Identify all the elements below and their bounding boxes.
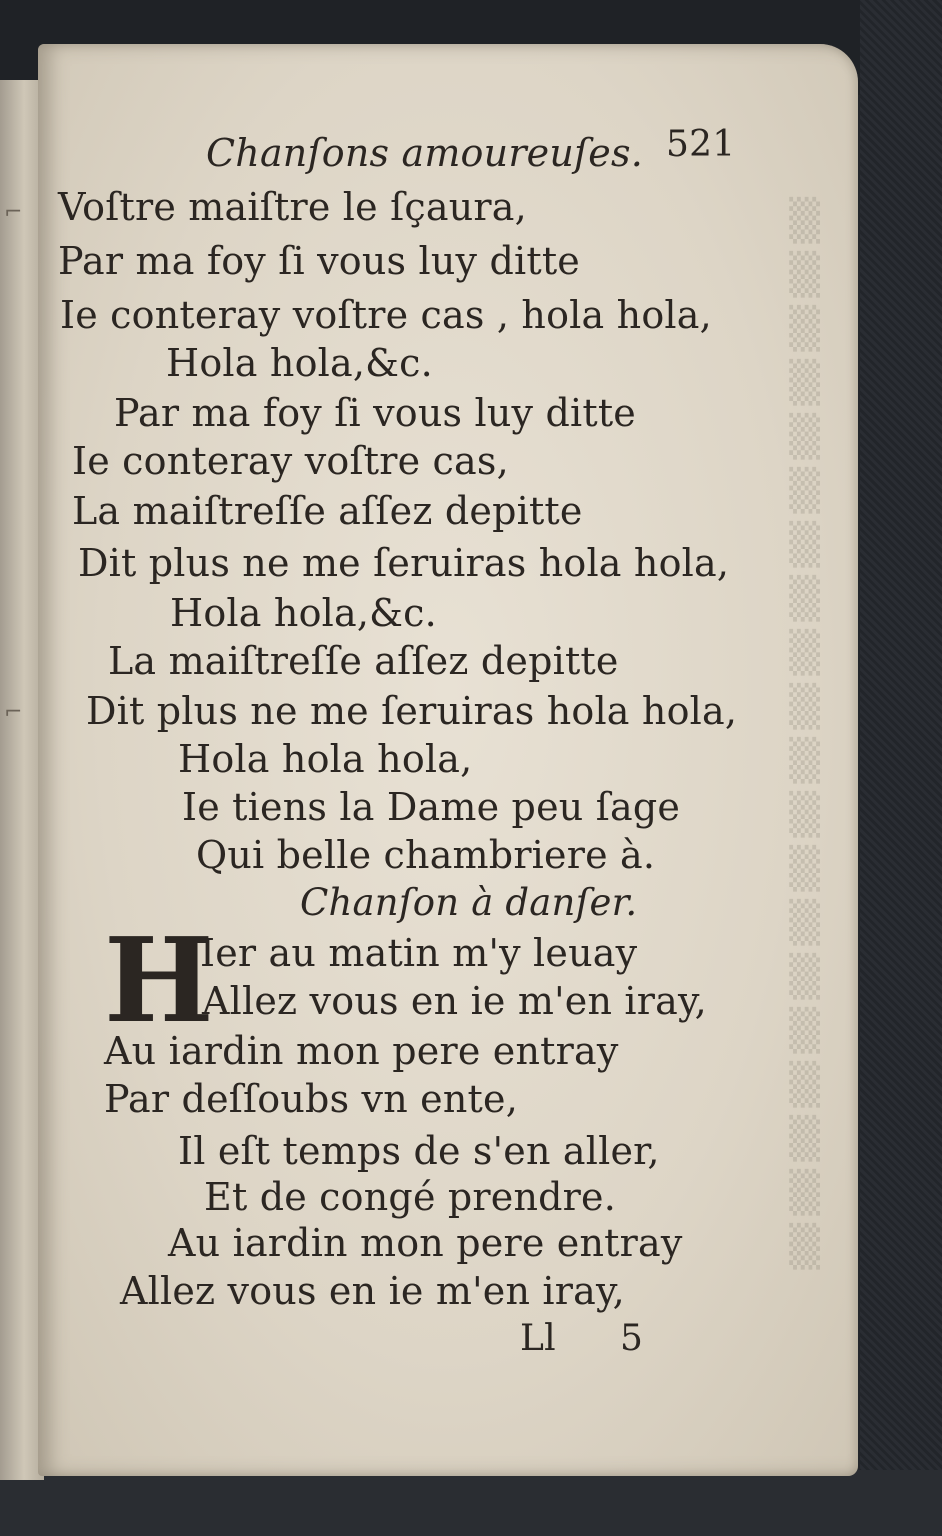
verse-line: Voſtre maiſtre le ſçaura, bbox=[58, 185, 527, 229]
verse-line: Par ma foy ſi vous luy ditte bbox=[58, 239, 580, 283]
verse-line: Qui belle chambriere à. bbox=[196, 833, 656, 877]
section-title: Chanſon à danſer. bbox=[300, 881, 638, 924]
verse-line: Ier au matin m'y leuay bbox=[200, 931, 638, 975]
verse-line: Ie tiens la Dame peu ſage bbox=[182, 785, 681, 829]
verse-line: La maiſtreſſe aſſez depitte bbox=[108, 639, 619, 683]
book-page bbox=[38, 44, 858, 1476]
verse-line: La maiſtreſſe aſſez depitte bbox=[72, 489, 583, 533]
left-page-fragment: ⌐ bbox=[4, 700, 23, 725]
verse-line: Par ma foy ſi vous luy ditte bbox=[114, 391, 636, 435]
verse-line: Par deſſoubs vn ente, bbox=[104, 1077, 518, 1121]
verse-line: Hola hola,&c. bbox=[170, 591, 437, 635]
background-bottom bbox=[0, 1470, 942, 1536]
verse-line: Et de congé prendre. bbox=[204, 1175, 617, 1219]
verse-line: Ie conteray voſtre cas, bbox=[72, 439, 509, 483]
verse-line: Hola hola,&c. bbox=[166, 341, 433, 385]
left-page-fragment: ⌐ bbox=[4, 200, 23, 225]
drop-cap: H bbox=[104, 913, 214, 1049]
verse-line: Au iardin mon pere entray bbox=[104, 1029, 619, 1073]
verse-line: Ie conteray voſtre cas , hola hola, bbox=[60, 293, 712, 337]
verse-line: Allez vous en ie m'en iray, bbox=[202, 979, 707, 1023]
verse-line: Allez vous en ie m'en iray, bbox=[120, 1269, 625, 1313]
running-head: Chanſons amoureuſes. bbox=[206, 131, 643, 175]
show-through-text: ▒ ▒ ▒ ▒ ▒ ▒ ▒ ▒ ▒ ▒ ▒ ▒ ▒ ▒ ▒ ▒ ▒ ▒ ▒ ▒ bbox=[789, 198, 820, 1270]
signature-mark: Ll bbox=[520, 1318, 556, 1359]
catchword: 5 bbox=[620, 1318, 644, 1359]
verse-line: Au iardin mon pere entray bbox=[168, 1221, 683, 1265]
verse-line: Il eſt temps de s'en aller, bbox=[178, 1129, 660, 1173]
verse-line: Dit plus ne me ſeruiras hola hola, bbox=[86, 689, 738, 733]
cloth-background bbox=[860, 0, 942, 1536]
page-text bbox=[38, 44, 858, 1476]
verse-line: Hola hola hola, bbox=[178, 737, 473, 781]
verse-line: Dit plus ne me ſeruiras hola hola, bbox=[78, 541, 730, 585]
page-number: 521 bbox=[666, 124, 736, 165]
